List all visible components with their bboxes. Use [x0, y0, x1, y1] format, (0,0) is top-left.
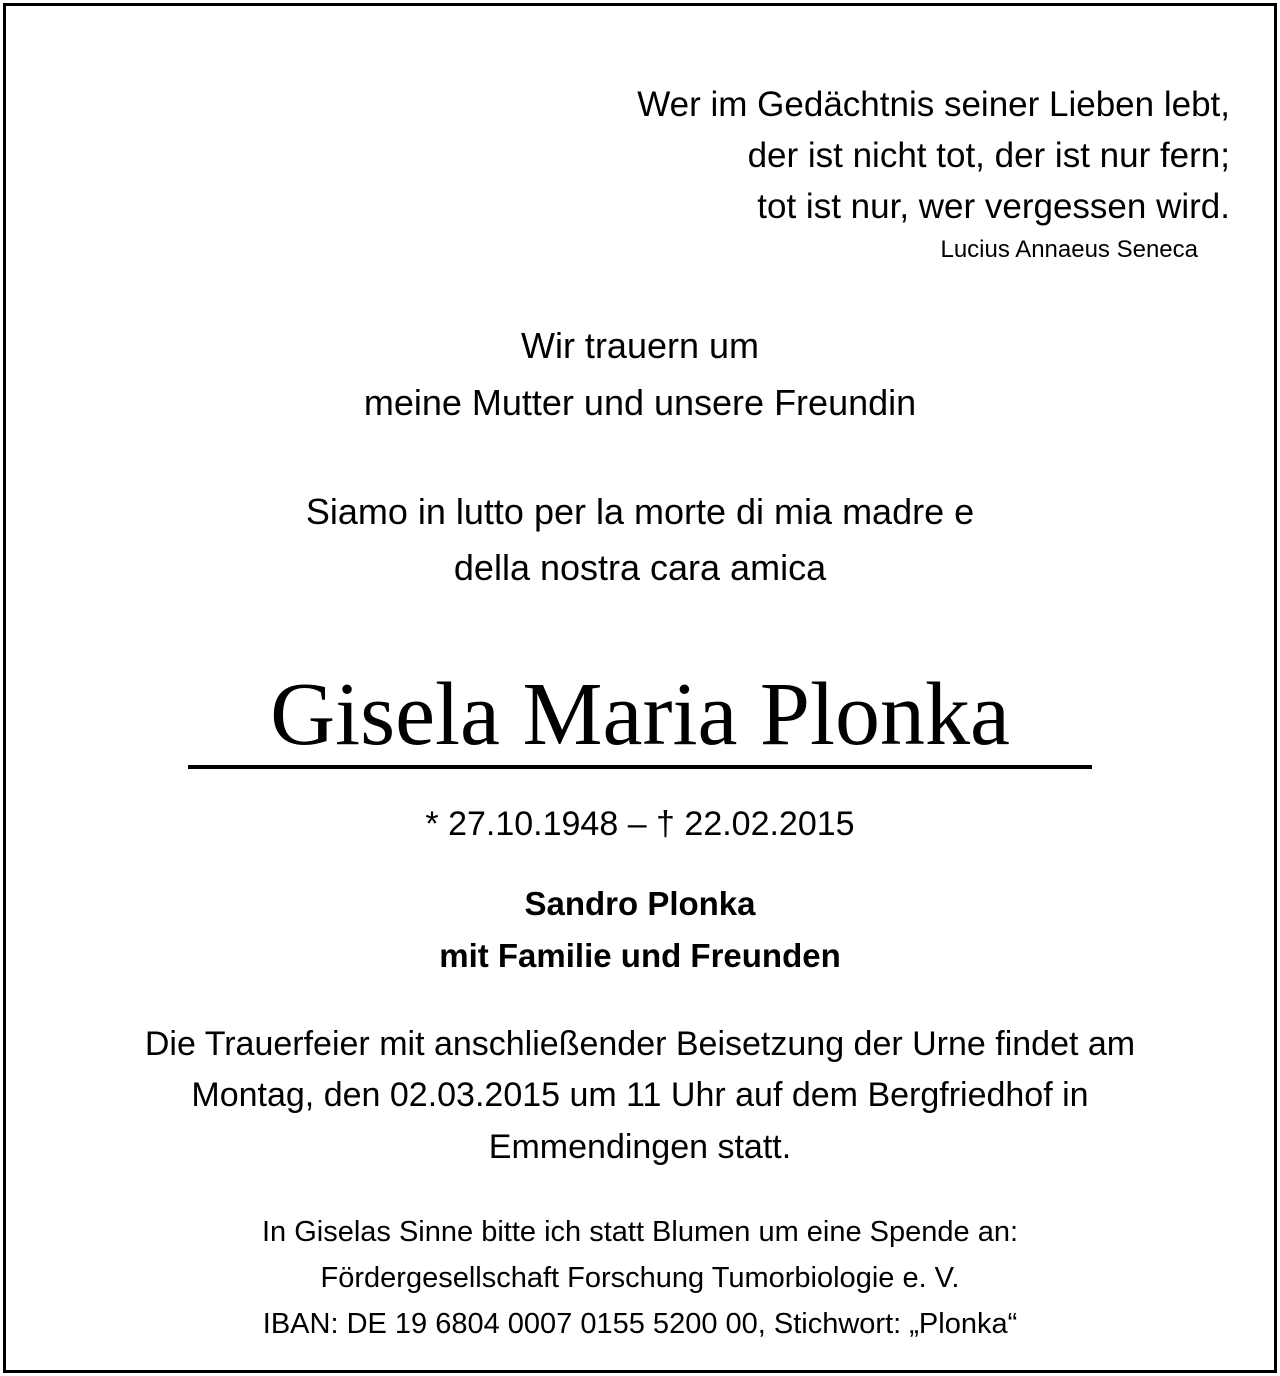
- quote-author: Lucius Annaeus Seneca: [940, 236, 1198, 263]
- deceased-name: Gisela Maria Plonka: [270, 665, 1010, 764]
- donation-line-3: IBAN: DE 19 6804 0007 0155 5200 00, Stichwort: „Plonka“: [262, 1308, 1018, 1340]
- ceremony-line-2: Montag, den 02.03.2015 um 11 Uhr auf dem Bergfriedhof in: [191, 1076, 1089, 1114]
- quote-line-1: Wer im Gedächtnis seiner Lieben lebt,: [637, 85, 1230, 124]
- mourning-it-line-1: Siamo in lutto per la morte di mia madre e: [305, 491, 975, 532]
- quote-line-3: tot ist nur, wer vergessen wird.: [757, 187, 1230, 226]
- ceremony-line-1: Die Trauerfeier mit anschließender Beisetzung der Urne findet am: [144, 1025, 1136, 1063]
- quote-line-2: der ist nicht tot, der ist nur fern;: [747, 136, 1230, 175]
- donation-line-2: Fördergesellschaft Forschung Tumorbiologie e. V.: [320, 1262, 960, 1294]
- donation-line-1: In Giselas Sinne bitte ich statt Blumen um eine Spende an:: [261, 1216, 1019, 1248]
- mourner-name: Sandro Plonka: [524, 885, 756, 922]
- life-dates: * 27.10.1948 – † 22.02.2015: [425, 805, 855, 843]
- mourning-de-line-2: meine Mutter und unsere Freundin: [363, 382, 917, 423]
- mourning-it-line-2: della nostra cara amica: [453, 547, 827, 588]
- ceremony-line-3: Emmendingen statt.: [488, 1128, 792, 1166]
- mourning-de-line-1: Wir trauern um: [520, 325, 760, 366]
- name-underline: [188, 765, 1092, 769]
- mourner-family: mit Familie und Freunden: [439, 937, 841, 974]
